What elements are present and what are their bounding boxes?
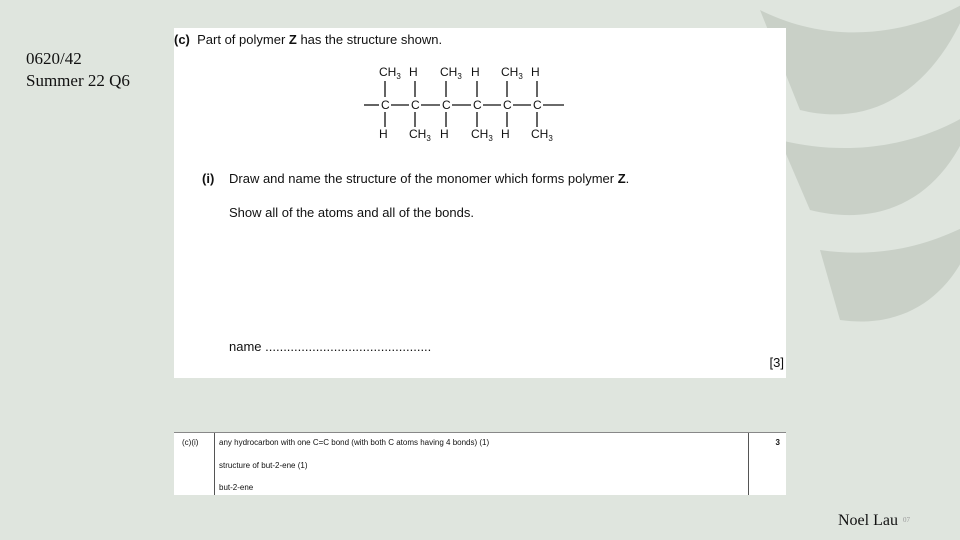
paper-code: 0620/42: [26, 49, 82, 68]
top-group-label: H: [531, 65, 540, 79]
top-group-label: $CH_3$: [379, 65, 401, 81]
table-divider: [214, 433, 215, 495]
answer-name-line: name ..............................................: [229, 339, 432, 354]
question-instruction-2: Show all of the atoms and all of the bonds.: [229, 205, 474, 220]
bottom-group-label: $CH_3$: [531, 127, 553, 143]
top-group-label: $CH_3$: [501, 65, 523, 81]
mark-scheme-table: [174, 432, 786, 495]
carbon-atom: C: [533, 98, 542, 112]
bottom-group-label: H: [440, 127, 449, 141]
bottom-group-label: $CH_3$: [409, 127, 431, 143]
question-marks: [3]: [769, 355, 784, 370]
part-label: (c): [174, 32, 190, 47]
question-instruction: Draw and name the structure of the monomer which forms polymer Z.: [229, 171, 630, 186]
carbon-atom: C: [473, 98, 482, 112]
question-reference: [26, 48, 130, 92]
page-number: 07: [903, 516, 910, 524]
top-group-label: $CH_3$: [440, 65, 462, 81]
sub-question-label: (i): [202, 171, 215, 186]
mark-scheme-row: but-2-ene: [219, 483, 254, 492]
mark-scheme-row: structure of but-2-ene (1): [219, 461, 308, 470]
polymer-structure-diagram: [360, 62, 570, 152]
mark-scheme-row: any hydrocarbon with one C=C bond (with both C atoms having 4 bonds) (1): [219, 438, 490, 447]
bottom-group-label: H: [379, 127, 388, 141]
top-group-label: H: [471, 65, 480, 79]
bottom-group-label: H: [501, 127, 510, 141]
exam-session: Summer 22 Q6: [26, 71, 130, 90]
table-divider: [748, 433, 749, 495]
carbon-atom: C: [381, 98, 390, 112]
carbon-atom: C: [411, 98, 420, 112]
carbon-atom: C: [503, 98, 512, 112]
carbon-atom: C: [442, 98, 451, 112]
question-intro: (c) Part of polymer Z has the structure shown.: [174, 32, 443, 47]
question-panel: [174, 28, 786, 378]
mark-scheme-marks: 3: [775, 438, 780, 447]
top-group-label: H: [409, 65, 418, 79]
bottom-group-label: $CH_3$: [471, 127, 493, 143]
author-name: Noel Lau: [838, 512, 898, 529]
mark-scheme-ref: (c)(i): [182, 438, 199, 447]
